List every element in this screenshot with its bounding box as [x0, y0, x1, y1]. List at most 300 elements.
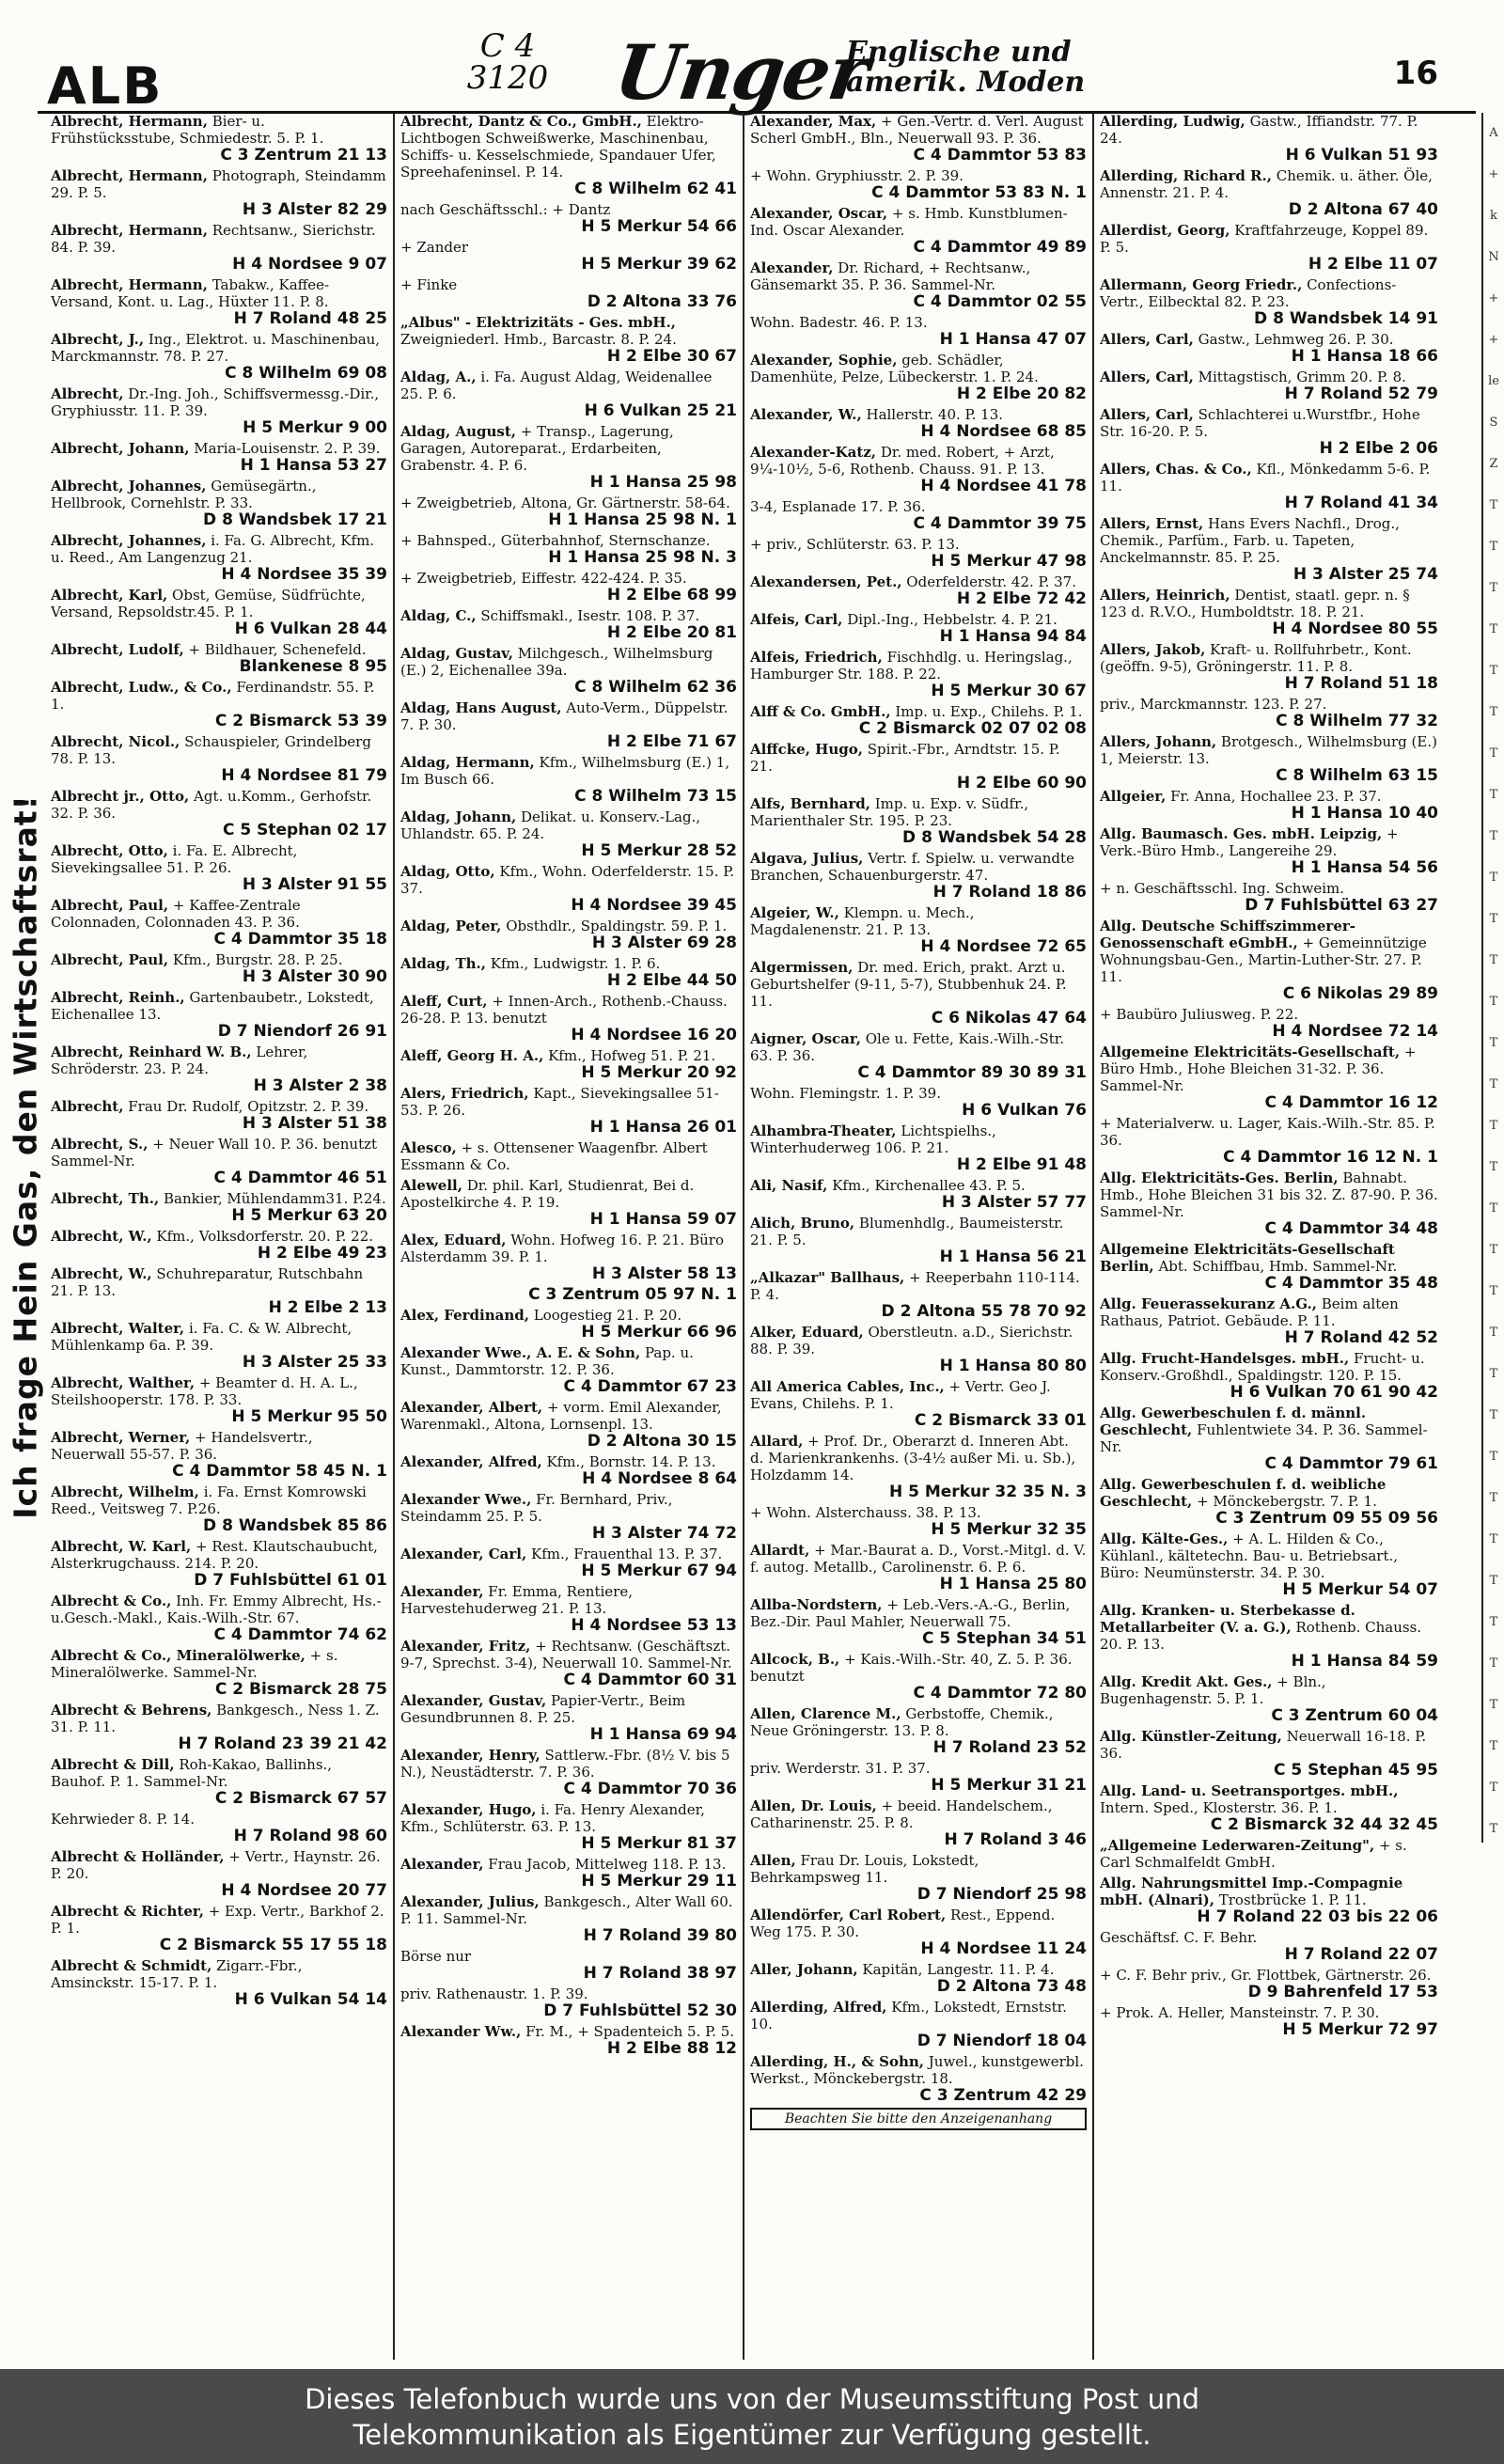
entry-phone-number: H 1 Hansa 10 40 [1291, 804, 1438, 822]
edge-fragment: T [1489, 953, 1498, 967]
listing-columns [45, 113, 1474, 2360]
handwritten-note-line1: C 4 [479, 27, 536, 65]
entry-name: Alexander, Oscar, [750, 205, 888, 222]
entry-phone-number: C 3 Zentrum 60 04 [1271, 1706, 1438, 1724]
directory-entry [1100, 1602, 1438, 1670]
entry-phone-number: H 2 Elbe 68 99 [606, 586, 737, 604]
directory-entry [1100, 1728, 1438, 1779]
directory-entry [750, 904, 1087, 955]
listing-column [744, 113, 1094, 2360]
directory-entry [51, 1957, 387, 2008]
directory-entry [51, 1265, 387, 1316]
entry-details: Schiffsmakl., Isestr. 108. P. 37. [480, 607, 700, 624]
entry-phone-number: C 8 Wilhelm 69 08 [225, 364, 387, 382]
directory-entry [400, 1399, 737, 1450]
directory-entry [51, 587, 387, 637]
entry-phone-number: H 3 Alster 2 38 [253, 1076, 387, 1094]
entry-details: Photograph, Steindamm 29. P. 5. [51, 167, 386, 201]
entry-phone-number: H 6 Vulkan 25 21 [584, 401, 737, 419]
entry-details: + Prok. A. Heller, Mansteinstr. 7. P. 30. [1100, 2004, 1380, 2021]
entry-details: Pap. u. Kunst., Dammtorstr. 12. P. 36. [400, 1344, 694, 1378]
entry-name: Aldag, Johann, [400, 808, 517, 825]
entry-phone-number: C 4 Dammtor 53 83 [913, 146, 1087, 164]
directory-entry [51, 222, 387, 273]
directory-entry [400, 993, 737, 1044]
entry-name: Alexander, Gustav, [400, 1692, 547, 1709]
entry-name: Alers, Friedrich, [400, 1085, 529, 1102]
entry-details: Neuerwall 16-18. P. 36. [1100, 1728, 1427, 1762]
directory-entry [51, 1903, 387, 1954]
directory-entry [750, 1760, 1087, 1794]
entry-name: Aigner, Oscar, [750, 1030, 861, 1047]
directory-entry [1100, 1115, 1438, 1166]
entry-phone-number: H 4 Nordsee 8 64 [582, 1469, 737, 1487]
entry-name: Allg. Kranken- u. Sterbekasse d. Metallarbeiter (V. a. G.), [1100, 1602, 1355, 1636]
entry-details: Hans Evers Nachfl., Drog., Chemik., Parfüm., Farb. u. Tapeten, Anckelmannstr. 85. P. 25. [1100, 515, 1400, 566]
entry-details: Wohn. Badestr. 46. P. 13. [750, 314, 928, 331]
entry-name: Allcock, B., [750, 1651, 840, 1668]
edge-fragment: + [1488, 291, 1499, 306]
entry-phone-number: H 5 Merkur 20 92 [581, 1063, 737, 1081]
entry-phone-number: H 5 Merkur 32 35 N. 3 [888, 1483, 1087, 1500]
entry-details: Kfm., Bornstr. 14. P. 13. [546, 1453, 716, 1470]
directory-entry [51, 1538, 387, 1589]
entry-name: Alexander, Fritz, [400, 1638, 531, 1655]
entry-details: Inh. Fr. Emmy Albrecht, Hs.-u.Gesch.-Makl., Kais.-Wilh.-Str. 67. [51, 1593, 382, 1626]
entry-phone-number: C 4 Dammtor 89 30 89 31 [857, 1063, 1087, 1081]
entry-phone-number: H 4 Nordsee 53 13 [571, 1616, 737, 1634]
entry-details: Juwel., kunstgewerbl. Werkst., Mönckebergstr. 18. [750, 2053, 1084, 2087]
entry-details: Fr. Anna, Hochallee 23. P. 37. [1170, 788, 1382, 805]
entry-phone-number: C 4 Dammtor 74 62 [213, 1625, 387, 1643]
directory-entry [400, 1583, 737, 1634]
directory-entry [51, 679, 387, 730]
directory-entry [51, 1702, 387, 1752]
entry-phone-number: H 2 Elbe 2 13 [268, 1298, 387, 1316]
entry-phone-number: H 5 Merkur 72 97 [1282, 2020, 1438, 2038]
edge-fragment: T [1489, 1367, 1498, 1381]
entry-name: „Allgemeine Lederwaren-Zeitung", [1100, 1837, 1375, 1854]
directory-entry [400, 754, 737, 805]
entry-details: + Wohn. Gryphiusstr. 2. P. 39. [750, 167, 964, 184]
directory-entry [400, 918, 737, 951]
directory-entry [750, 795, 1087, 846]
edge-fragment: A [1489, 126, 1498, 140]
directory-entry [750, 536, 1087, 570]
entry-phone-number: C 8 Wilhelm 77 32 [1276, 712, 1438, 730]
entry-phone-number: C 2 Bismarck 53 39 [214, 712, 387, 730]
entry-phone-number: H 3 Alster 25 74 [1292, 565, 1438, 583]
entry-name: Allg. Feuerassekuranz A.G., [1100, 1295, 1317, 1312]
directory-entry [400, 1232, 737, 1282]
entry-phone-number: D 8 Wandsbek 54 28 [902, 828, 1087, 846]
directory-entry [51, 532, 387, 583]
directory-entry [750, 703, 1087, 737]
entry-name: Alexander, Alfred, [400, 1453, 542, 1470]
entry-phone-number: H 2 Elbe 49 23 [257, 1244, 387, 1262]
entry-phone-number: D 2 Altona 33 76 [587, 292, 737, 310]
entry-name: Albrecht, Johannes, [51, 532, 207, 549]
edge-fragment: S [1489, 416, 1498, 430]
entry-phone-number: C 3 Zentrum 21 13 [220, 146, 387, 164]
edge-fragment: T [1489, 1119, 1498, 1133]
entry-phone-number: H 2 Elbe 71 67 [606, 732, 737, 750]
entry-name: Alexander, Max, [750, 113, 877, 130]
edge-fragment: T [1489, 1615, 1498, 1629]
entry-name: Albrecht, Hermann, [51, 222, 208, 239]
directory-entry [51, 1811, 387, 1844]
entry-details: Schuhreparatur, Rutschbahn 21. P. 13. [51, 1265, 364, 1299]
directory-entry [750, 1215, 1087, 1265]
entry-name: Albrecht, Paul, [51, 951, 169, 968]
entry-details: + Gen.-Vertr. d. Verl. August Scherl GmbH., Bln., Neuerwall 93. P. 36. [750, 113, 1084, 147]
entry-details: Auto-Verm., Düppelstr. 7. P. 30. [400, 699, 728, 733]
entry-phone-number: H 3 Alster 74 72 [591, 1524, 737, 1542]
entry-name: Allers, Johann, [1100, 733, 1217, 750]
entry-name: Ali, Nasif, [750, 1177, 828, 1194]
directory-entry [400, 276, 737, 310]
entry-details: Obst, Gemüse, Südfrüchte, Versand, Repsoldstr.45. P. 1. [51, 587, 366, 620]
directory-entry [51, 951, 387, 985]
entry-details: + Zander [400, 239, 469, 256]
entry-phone-number: C 4 Dammtor 46 51 [213, 1169, 387, 1186]
directory-entry [1100, 276, 1438, 327]
entry-phone-number: C 6 Nikolas 29 89 [1282, 984, 1438, 1002]
entry-phone-number: H 5 Merkur 30 67 [931, 682, 1087, 699]
entry-name: Alexander, Sophie, [750, 352, 898, 369]
entry-name: Albrecht, W., [51, 1265, 152, 1282]
entry-details: + s. Hmb. Kunstblumen-Ind. Oscar Alexander. [750, 205, 1068, 239]
directory-entry [750, 1999, 1087, 2049]
directory-entry [400, 1491, 737, 1542]
entry-details: Hallerstr. 40. P. 13. [866, 406, 1004, 423]
entry-details: Börse nur [400, 1948, 472, 1965]
entry-details: priv. Werderstr. 31. P. 37. [750, 1760, 931, 1777]
entry-phone-number: H 2 Elbe 20 81 [606, 623, 737, 641]
entry-phone-number: H 5 Merkur 63 20 [231, 1206, 387, 1224]
entry-phone-number: D 9 Bahrenfeld 17 53 [1247, 1983, 1438, 2001]
directory-entry [750, 1269, 1087, 1320]
entry-details: Kfm., Kirchenallee 43. P. 5. [832, 1177, 1026, 1194]
edge-fragment: T [1489, 1408, 1498, 1422]
directory-entry [1100, 1044, 1438, 1111]
entry-name: Alexander, Henry, [400, 1747, 540, 1764]
directory-entry [750, 1961, 1087, 1995]
entry-phone-number: D 7 Niendorf 25 98 [916, 1885, 1087, 1903]
directory-entry [1100, 369, 1438, 402]
entry-phone-number: H 6 Vulkan 70 61 90 42 [1230, 1383, 1438, 1401]
directory-entry [1100, 1295, 1438, 1346]
entry-details: Spirit.-Fbr., Arndtstr. 15. P. 21. [750, 741, 1060, 775]
directory-entry [51, 113, 387, 164]
edge-fragment: T [1489, 1036, 1498, 1050]
entry-name: Allen, Dr. Louis, [750, 1797, 877, 1814]
directory-entry [1100, 515, 1438, 583]
entry-name: Allen, Clarence M., [750, 1705, 901, 1722]
directory-entry [51, 1483, 387, 1534]
entry-details: + Zweigbetrieb, Eiffestr. 422-424. P. 35. [400, 570, 687, 587]
entry-details: Kfm., Wohn. Oderfelderstr. 15. P. 37. [400, 863, 735, 897]
entry-details: + Wohn. Alsterchauss. 38. P. 13. [750, 1504, 981, 1521]
entry-phone-number: C 6 Nikolas 47 64 [931, 1009, 1087, 1027]
entry-details: + Verk.-Büro Hmb., Langereihe 29. [1100, 825, 1399, 859]
entry-details: Bankgesch., Alter Wall 60. P. 11. Sammel-Nr. [400, 1893, 733, 1927]
entry-phone-number: H 5 Merkur 67 94 [581, 1562, 737, 1579]
entry-details: Gastw., Lehmweg 26. P. 30. [1198, 331, 1394, 348]
entry-name: Allerding, Ludwig, [1100, 113, 1246, 130]
entry-details: Beim alten Rathaus, Patriot. Gebäude. P. 11. [1100, 1295, 1399, 1329]
entry-name: Alexander-Katz, [750, 444, 877, 461]
entry-details: + Baubüro Juliusweg. P. 22. [1100, 1006, 1299, 1023]
entry-name: Albrecht, Johannes, [51, 478, 207, 494]
entry-details: + Innen-Arch., Rothenb.-Chauss. 26-28. P. 13. benutzt [400, 993, 728, 1027]
entry-details: Trostbrücke 1. P. 11. [1218, 1891, 1367, 1908]
entry-name: Albrecht & Dill, [51, 1756, 175, 1773]
entry-phone-number: H 1 Hansa 25 98 N. 3 [548, 548, 737, 566]
entry-name: Albrecht jr., Otto, [51, 788, 190, 805]
entry-phone-number: D 7 Fuhlsbüttel 61 01 [194, 1571, 387, 1589]
directory-entry [400, 1286, 737, 1303]
entry-name: Allerdist, Georg, [1100, 222, 1230, 239]
directory-entry [400, 1893, 737, 1944]
entry-name: Albrecht, W. Karl, [51, 1538, 192, 1555]
entry-phone-number: C 4 Dammtor 35 18 [213, 930, 387, 948]
directory-entry [400, 808, 737, 859]
page-number: 16 [1393, 55, 1438, 92]
entry-phone-number: C 2 Bismarck 02 07 02 08 [858, 719, 1087, 737]
directory-entry [51, 1429, 387, 1480]
entry-details: Lehrer, Schröderstr. 23. P. 24. [51, 1044, 308, 1077]
entry-name: Allerding, Alfred, [750, 1999, 887, 2016]
entry-details: + s. Mineralölwerke. Sammel-Nr. [51, 1647, 338, 1681]
entry-details: priv. Rathenaustr. 1. P. 39. [400, 1985, 588, 2002]
entry-phone-number: C 4 Dammtor 53 83 N. 1 [871, 183, 1087, 201]
directory-entry [1100, 331, 1438, 365]
entry-phone-number: H 5 Merkur 47 98 [931, 552, 1087, 570]
entry-name: Aldag, Peter, [400, 918, 502, 934]
directory-entry [750, 352, 1087, 402]
archive-footer [0, 2369, 1504, 2464]
entry-details: i. Fa. Ernst Komrowski Reed., Veitsweg 7. P.26. [51, 1483, 367, 1517]
edge-fragment: T [1489, 788, 1498, 802]
entry-phone-number: H 1 Hansa 94 84 [939, 627, 1087, 645]
entry-details: Agt. u.Komm., Gerhofstr. 32. P. 36. [51, 788, 372, 822]
entry-name: „Albus" - Elektrizitäts - Ges. mbH., [400, 314, 677, 331]
directory-entry [400, 423, 737, 491]
directory-entry [750, 741, 1087, 792]
entry-phone-number: H 1 Hansa 54 56 [1291, 858, 1438, 876]
entry-phone-number: H 5 Merkur 32 35 [931, 1520, 1087, 1538]
entry-phone-number: H 2 Elbe 11 07 [1308, 255, 1438, 273]
entry-details: Dr.-Ing. Joh., Schiffsvermessg.-Dir., Gryphiusstr. 11. P. 39. [51, 385, 380, 419]
entry-phone-number: H 7 Roland 41 34 [1284, 494, 1438, 511]
directory-entry [400, 1692, 737, 1743]
entry-phone-number: H 1 Hansa 25 98 [589, 473, 737, 491]
entry-details: + Neuer Wall 10. P. 36. benutzt Sammel-Nr. [51, 1136, 378, 1169]
entry-details: + s. Ottensener Waagenfbr. Albert Essmann & Co. [400, 1139, 708, 1173]
entry-name: Alexander, Julius, [400, 1893, 540, 1910]
directory-entry [750, 259, 1087, 310]
directory-entry [750, 1177, 1087, 1211]
entry-name: Aldag, Hermann, [400, 754, 535, 771]
entry-name: Allg. Elektricitäts-Ges. Berlin, [1100, 1169, 1339, 1186]
entry-name: Alexander Ww., [400, 2023, 522, 2040]
entry-details: Zigarr.-Fbr., Amsinckstr. 15-17. P. 1. [51, 1957, 303, 1991]
entry-name: Alfeis, Carl, [750, 611, 843, 628]
entry-details: + Büro Hmb., Hohe Bleichen 31-32. P. 36. Sammel-Nr. [1100, 1044, 1417, 1094]
directory-entry [51, 385, 387, 436]
entry-phone-number: H 1 Hansa 80 80 [939, 1357, 1087, 1374]
entry-phone-number: H 1 Hansa 25 80 [939, 1575, 1087, 1593]
directory-entry [1100, 1530, 1438, 1598]
directory-entry [400, 607, 737, 641]
directory-entry [400, 1546, 737, 1579]
directory-entry [750, 1542, 1087, 1593]
entry-details: Kapt., Sievekingsallee 51-53. P. 26. [400, 1085, 719, 1119]
entry-name: Alfs, Bernhard, [750, 795, 870, 812]
entry-details: Ole u. Fette, Kais.-Wilh.-Str. 63. P. 36. [750, 1030, 1065, 1064]
entry-name: Allers, Heinrich, [1100, 587, 1230, 604]
entry-details: + Beamter d. H. A. L., Steilshooperstr. 178. P. 33. [51, 1374, 358, 1408]
entry-details: + Bahnsped., Güterbahnhof, Sternschanze. [400, 532, 711, 549]
entry-phone-number: H 4 Nordsee 9 07 [232, 255, 387, 273]
entry-name: Albrecht, W., [51, 1228, 152, 1245]
entry-details: Kfl., Mönkedamm 5-6. P. 11. [1100, 461, 1431, 494]
entry-name: Alesco, [400, 1139, 457, 1156]
entry-details: Obsthdlr., Spaldingstr. 59. P. 1. [506, 918, 728, 934]
entry-phone-number: C 3 Zentrum 05 97 N. 1 [528, 1286, 737, 1303]
handwritten-note [428, 27, 588, 97]
entry-details: Wohn. Flemingstr. 1. P. 39. [750, 1085, 941, 1102]
entry-name: Alexandersen, Pet., [750, 573, 902, 590]
advert-brand: Unger [609, 28, 873, 117]
entry-phone-number: H 1 Hansa 47 07 [939, 330, 1087, 348]
directory-entry [750, 205, 1087, 256]
entry-name: Allerding, H., & Sohn, [750, 2053, 924, 2070]
entry-details: Kfm., Hofweg 51. P. 21. [548, 1047, 716, 1064]
entry-phone-number: C 4 Dammtor 16 12 N. 1 [1223, 1148, 1438, 1166]
entry-name: Algeier, W., [750, 904, 839, 921]
page-abbreviation: ALB [47, 56, 164, 116]
entry-details: Frau Jacob, Mittelweg 118. P. 13. [488, 1856, 727, 1873]
entry-name: Allardt, [750, 1542, 810, 1559]
entry-name: Alfeis, Friedrich, [750, 649, 883, 666]
entry-details: Imp. u. Exp., Chilehs. P. 1. [895, 703, 1083, 720]
entry-phone-number: H 3 Alster 82 29 [242, 200, 387, 218]
directory-entry [1100, 113, 1438, 164]
entry-name: Aller, Johann, [750, 1961, 858, 1978]
entry-details: Geschäftsf. C. F. Behr. [1100, 1929, 1258, 1946]
directory-entry [1100, 696, 1438, 730]
entry-name: Aldag, Hans August, [400, 699, 562, 716]
directory-entry [400, 863, 737, 914]
entry-phone-number: C 4 Dammtor 49 89 [913, 238, 1087, 256]
page-header [38, 19, 1476, 117]
listing-column [45, 113, 395, 2360]
entry-details: + Mönckebergstr. 7. P. 1. [1197, 1493, 1377, 1510]
directory-entry [51, 1756, 387, 1807]
directory-entry [400, 2023, 737, 2057]
entry-details: Klempn. u. Mech., Magdalenenstr. 21. P. 13. [750, 904, 975, 938]
entry-name: Alhambra-Theater, [750, 1122, 897, 1139]
entry-phone-number: C 4 Dammtor 58 45 N. 1 [172, 1462, 387, 1480]
entry-details: Ing., Elektrot. u. Maschinenbau, Marckmannstr. 78. P. 27. [51, 331, 381, 365]
edge-fragment: T [1489, 1243, 1498, 1257]
entry-name: Allgemeine Elektricitäts-Gesellschaft Berlin, [1100, 1241, 1395, 1275]
entry-name: Albrecht, Ludolf, [51, 641, 184, 658]
entry-details: Confections-Vertr., Eilbecktal 82. P. 23. [1100, 276, 1397, 310]
entry-phone-number: H 6 Vulkan 28 44 [234, 620, 387, 637]
archive-footer-line2: Telekommunikation als Eigentümer zur Verfügung gestellt. [352, 2418, 1152, 2451]
entry-phone-number: H 1 Hansa 84 59 [1291, 1652, 1438, 1670]
entry-phone-number: D 2 Altona 73 48 [936, 1977, 1087, 1995]
entry-phone-number: C 2 Bismarck 67 57 [214, 1789, 387, 1807]
entry-details: nach Geschäftsschl.: + Dantz [400, 201, 611, 218]
entry-details: Gastw., Iffiandstr. 77. P. 24. [1100, 113, 1418, 147]
entry-phone-number: C 2 Bismarck 32 44 32 45 [1210, 1815, 1438, 1833]
directory-entry [51, 276, 387, 327]
entry-name: Allg. Nahrungsmittel Imp.-Compagnie mbH. (Alnari), [1100, 1875, 1403, 1908]
entry-name: Albrecht, J., [51, 331, 145, 348]
entry-details: + beeid. Handelschem., Catharinenstr. 25. P. 8. [750, 1797, 1053, 1831]
entry-details: Vertr. f. Spielw. u. verwandte Branchen, Schauenburgerstr. 47. [750, 850, 1074, 884]
directory-entry [1100, 167, 1438, 218]
edge-fragment: T [1489, 1077, 1498, 1091]
entry-details: Blumenhdlg., Baumeisterstr. 21. P. 5. [750, 1215, 1064, 1248]
entry-name: Allers, Chas. & Co., [1100, 461, 1252, 478]
directory-entry [51, 1098, 387, 1132]
entry-phone-number: C 4 Dammtor 72 80 [913, 1684, 1087, 1702]
entry-phone-number: D 7 Niendorf 18 04 [916, 2032, 1087, 2049]
directory-entry [1100, 641, 1438, 692]
entry-name: Allers, Ernst, [1100, 515, 1204, 532]
entry-details: Chemik. u. äther. Öle, Annenstr. 21. P. 4. [1100, 167, 1433, 201]
entry-phone-number: H 1 Hansa 25 98 N. 1 [548, 510, 737, 528]
entry-name: Albrecht & Holländer, [51, 1848, 225, 1865]
listing-column [395, 113, 744, 2360]
entry-phone-number: D 2 Altona 55 78 70 92 [881, 1302, 1087, 1320]
directory-entry [51, 478, 387, 528]
directory-entry [51, 1647, 387, 1698]
entry-name: Alff & Co. GmbH., [750, 703, 891, 720]
entry-phone-number: H 6 Vulkan 54 14 [234, 1990, 387, 2008]
directory-entry [750, 1797, 1087, 1848]
entry-phone-number: H 7 Roland 22 03 bis 22 06 [1197, 1907, 1438, 1925]
edge-fragment: T [1489, 1160, 1498, 1174]
entry-details: + Rechtsanw. (Geschäftszt. 9-7, Sprechst. 3-4), Neuerwall 10. Sammel-Nr. [400, 1638, 732, 1671]
entry-details: i. Fa. G. Albrecht, Kfm. u. Reed., Am Langenzug 21. [51, 532, 375, 566]
directory-entry [1100, 788, 1438, 822]
directory-entry [1100, 1875, 1438, 1925]
edge-fragment: T [1489, 1574, 1498, 1588]
entry-name: Albrecht, Paul, [51, 897, 169, 914]
entry-details: Ferdinandstr. 55. P. 1. [51, 679, 375, 713]
entry-phone-number: H 4 Nordsee 68 85 [920, 422, 1087, 440]
directory-entry [1100, 1837, 1438, 1871]
entry-name: Allers, Carl, [1100, 406, 1194, 423]
entry-name: Allg. Frucht-Handelsges. mbH., [1100, 1350, 1350, 1367]
directory-entry [400, 113, 737, 197]
entry-phone-number: H 5 Merkur 81 37 [581, 1834, 737, 1852]
entry-details: Tabakw., Kaffee-Versand, Kont. u. Lag., Hüxter 11. P. 8. [51, 276, 330, 310]
entry-phone-number: C 4 Dammtor 39 75 [913, 514, 1087, 532]
edge-fragment: T [1489, 1491, 1498, 1505]
entry-details: Dr. med. Robert, + Arzt, 9¼-10½, 5-6, Rothenb. Chauss. 91. P. 13. [750, 444, 1055, 478]
directory-entry [1100, 880, 1438, 914]
entry-name: „Alkazar" Ballhaus, [750, 1269, 905, 1286]
entry-details: Dr. med. Erich, prakt. Arzt u. Geburtshelfer (9-11, 5-7), Stubbenhuk 24. P. 11. [750, 959, 1067, 1010]
entry-phone-number: C 2 Bismarck 33 01 [914, 1411, 1087, 1429]
